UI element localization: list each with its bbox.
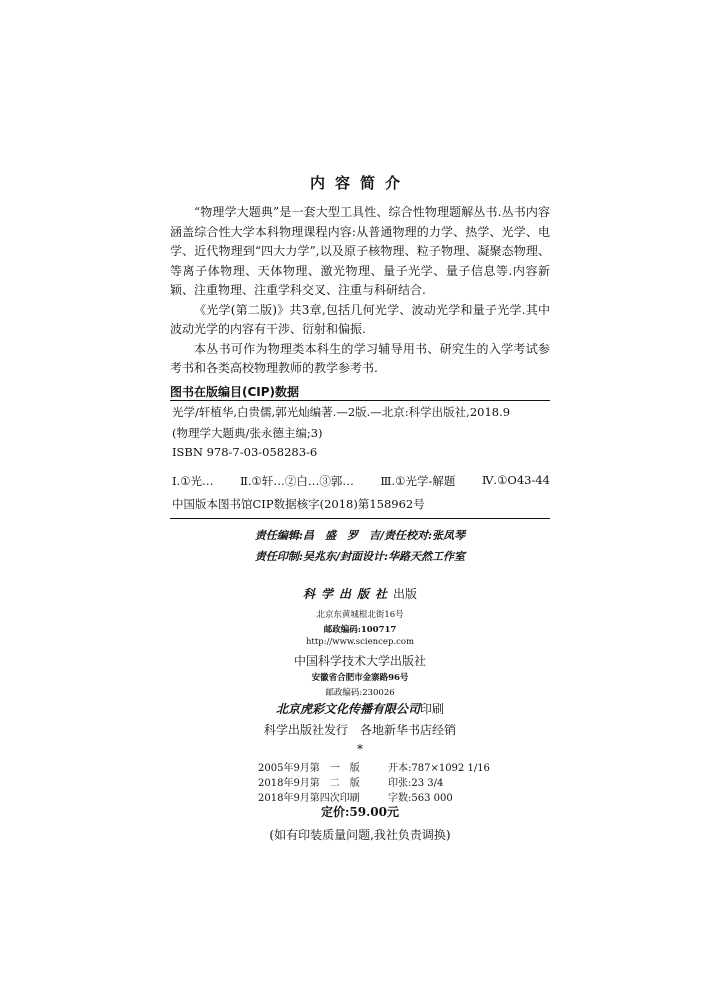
spec-row-2 xyxy=(258,774,443,789)
cip-isbn: ISBN 978-7-03-058283-6 xyxy=(172,445,318,459)
cip-line-2: (物理学大题典/张永德主编;3) xyxy=(172,426,323,440)
cip-class-3: Ⅲ.①光学-解题 xyxy=(380,474,456,488)
fourth-printing-date: 2018年9月第四次印刷 xyxy=(258,793,360,804)
university-press-name: 中国科学技术大学出版社 xyxy=(293,654,426,668)
cip-top-rule xyxy=(170,400,550,401)
abstract-paragraph-3: 本丛书可作为物理类本科生的学习辅导用书、研究生的入学考试参考书和各类高校物理教师的教学参考书. xyxy=(170,341,550,375)
page-title: 内容简介 xyxy=(309,174,410,192)
cip-record-number: 中国版本图书馆CIP数据核字(2018)第158962号 xyxy=(172,497,425,511)
editor-credits: 责任编辑:昌 盛 罗 吉/责任校对:张凤琴 xyxy=(254,529,466,542)
abstract-paragraph-2: 《光学(第二版)》共3章,包括几何光学、波动光学和量子光学.其中波动光学的内容有干涉、衍射和偏振. xyxy=(170,302,550,336)
abstract-paragraph-1: “物理学大题典”是一套大型工具性、综合性物理题解丛书.丛书内容涵盖综合性大学本科物理课程内容:从普通物理的力学、热学、光学、电学、近代物理到“四大力学”,以及原子核物理、粒子物理、凝聚态物理、等离子体物理、天体物理、激光物理、量子光学、量子信息等.内容新颖、注重物理、注重学科交叉、注重与科研结合. xyxy=(170,205,550,297)
quality-note: (如有印装质量问题,我社负责调换) xyxy=(269,828,451,842)
cip-heading: 图书在版编目(CIP)数据 xyxy=(170,385,300,399)
format-size: 开本:787×1092 1/16 xyxy=(388,763,490,774)
distribution-line: 科学出版社发行 各地新华书店经销 xyxy=(263,723,456,737)
cip-class-4: Ⅳ.①O43-44 xyxy=(481,473,550,487)
production-credits: 责任印制:吴兆东/封面设计:华路天然工作室 xyxy=(254,550,466,563)
cip-bottom-rule xyxy=(170,518,550,519)
publisher-suffix: 出版 xyxy=(393,587,418,601)
publisher-zip: 邮政编码:100717 xyxy=(323,625,397,635)
printer-line xyxy=(0,700,720,717)
publisher-address: 北京东黄城根北街16号 xyxy=(316,610,404,620)
cip-class-2: Ⅱ.①轩…②白…③郭… xyxy=(240,474,354,488)
spec-row-3 xyxy=(258,789,453,804)
printer-suffix: 印刷 xyxy=(420,702,445,716)
cip-classification xyxy=(172,473,550,489)
separator-star: * xyxy=(357,742,363,756)
cip-line-1: 光学/轩植华,白贵儒,郭光灿编著.—2版.—北京:科学出版社,2018.9 xyxy=(172,405,511,419)
university-press-zip: 邮政编码:230026 xyxy=(325,688,395,698)
cip-class-1: Ⅰ.①光… xyxy=(172,474,214,488)
spec-row-1 xyxy=(258,759,490,774)
printed-sheets: 印张:23 3/4 xyxy=(388,778,444,789)
publisher-url: http://www.sciencep.com xyxy=(305,637,415,647)
publisher-line xyxy=(0,585,720,602)
university-press-address: 安徽省合肥市金寨路96号 xyxy=(311,673,409,683)
word-count: 字数:563 000 xyxy=(388,793,453,804)
first-edition-date: 2005年9月第 一 版 xyxy=(258,763,360,774)
abstract xyxy=(170,203,550,379)
publisher-name: 科学出版社 xyxy=(302,587,393,601)
price: 定价:59.00元 xyxy=(320,805,399,819)
second-edition-date: 2018年9月第 二 版 xyxy=(258,778,360,789)
printer-name: 北京虎彩文化传播有限公司 xyxy=(275,702,420,716)
